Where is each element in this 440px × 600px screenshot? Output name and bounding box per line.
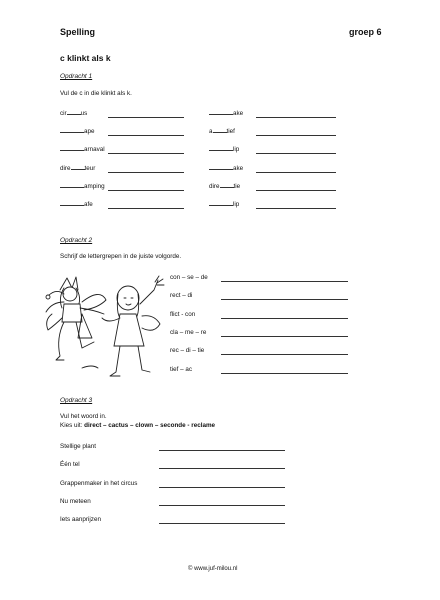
syllable-item: con – se – de bbox=[170, 274, 208, 281]
answer-line[interactable] bbox=[221, 354, 348, 355]
clue-item: Nu meteen bbox=[60, 497, 91, 505]
fill-in-word bbox=[60, 165, 95, 175]
fill-in-word bbox=[60, 110, 87, 120]
answer-line[interactable] bbox=[256, 208, 336, 209]
answer-line[interactable] bbox=[256, 172, 336, 173]
word-prefix: a bbox=[209, 128, 213, 136]
grade-label: groep 6 bbox=[349, 27, 382, 37]
answer-line[interactable] bbox=[256, 117, 336, 118]
worksheet-subtitle: c klinkt als k bbox=[60, 53, 111, 63]
answer-line[interactable] bbox=[256, 135, 336, 136]
missing-letter-blank[interactable] bbox=[209, 205, 233, 206]
two-girls-dancing-drawing bbox=[42, 268, 168, 388]
syllable-item: tief – ac bbox=[170, 365, 193, 373]
missing-letter-blank[interactable] bbox=[209, 169, 233, 170]
answer-line[interactable] bbox=[108, 190, 184, 191]
choices-label: Kies uit: bbox=[60, 422, 85, 429]
clue-item: Grappenmaker in het circus bbox=[60, 479, 138, 487]
word-suffix: lip bbox=[233, 146, 240, 154]
word-suffix: tie bbox=[233, 182, 241, 190]
exercise-3-title: Opdracht 3 bbox=[60, 397, 93, 404]
choices-list: direct – cactus – clown – seconde - reclame bbox=[84, 422, 216, 429]
word-prefix: dire bbox=[60, 164, 71, 172]
missing-letter-blank[interactable] bbox=[60, 150, 84, 151]
fill-in-word bbox=[60, 183, 105, 193]
fill-in-word bbox=[209, 165, 243, 175]
answer-line[interactable] bbox=[159, 468, 285, 469]
fill-in-word bbox=[209, 183, 240, 193]
word-suffix: arnaval bbox=[84, 146, 105, 154]
answer-line[interactable] bbox=[108, 153, 184, 154]
answer-line[interactable] bbox=[108, 208, 184, 209]
fill-in-word bbox=[60, 128, 95, 138]
word-suffix: lip bbox=[233, 201, 240, 208]
answer-line[interactable] bbox=[159, 523, 285, 524]
word-suffix: ake bbox=[233, 164, 244, 172]
missing-letter-blank[interactable] bbox=[213, 132, 227, 133]
word-suffix: teur bbox=[84, 164, 96, 172]
clue-item: Stellige plant bbox=[60, 443, 97, 450]
answer-line[interactable] bbox=[108, 135, 184, 136]
syllable-item: rec – di – tie bbox=[170, 347, 205, 355]
answer-line[interactable] bbox=[256, 190, 336, 191]
answer-line[interactable] bbox=[221, 299, 348, 300]
fill-in-word bbox=[209, 201, 239, 211]
copyright-footer: © www.juf-milou.nl bbox=[188, 566, 238, 572]
missing-letter-blank[interactable] bbox=[209, 150, 233, 151]
missing-letter-blank[interactable] bbox=[209, 114, 233, 115]
word-suffix: tief bbox=[226, 128, 235, 136]
word-suffix: afe bbox=[84, 201, 93, 208]
syllable-item: cla – me – re bbox=[170, 328, 207, 336]
word-suffix: ake bbox=[233, 110, 244, 117]
answer-line[interactable] bbox=[159, 505, 285, 506]
fill-in-word bbox=[209, 110, 243, 120]
missing-letter-blank[interactable] bbox=[60, 132, 84, 133]
answer-line[interactable] bbox=[159, 450, 285, 451]
clue-item: Iets aanprijzen bbox=[60, 516, 101, 524]
missing-letter-blank[interactable] bbox=[60, 205, 84, 206]
fill-in-word bbox=[60, 146, 105, 156]
answer-line[interactable] bbox=[108, 117, 184, 118]
missing-letter-blank[interactable] bbox=[71, 169, 85, 170]
exercise-2-title: Opdracht 2 bbox=[60, 237, 93, 244]
syllable-item: rect – di bbox=[170, 292, 193, 300]
answer-line[interactable] bbox=[221, 336, 348, 337]
missing-letter-blank[interactable] bbox=[67, 114, 81, 115]
exercise-1-title: Opdracht 1 bbox=[60, 73, 93, 80]
exercise-2-instruction: Schrijf de lettergrepen in de juiste volgorde. bbox=[60, 253, 182, 260]
answer-line[interactable] bbox=[221, 373, 348, 374]
fill-in-word bbox=[60, 201, 93, 211]
answer-line[interactable] bbox=[221, 281, 348, 282]
word-prefix: dire bbox=[209, 182, 220, 190]
syllable-item: flict - con bbox=[170, 310, 196, 318]
answer-line[interactable] bbox=[256, 153, 336, 154]
missing-letter-blank[interactable] bbox=[60, 187, 84, 188]
word-suffix: amping bbox=[84, 182, 105, 190]
word-suffix: us bbox=[80, 110, 88, 117]
fill-in-word bbox=[209, 128, 235, 138]
exercise-3-instruction: Vul het woord in. bbox=[60, 413, 107, 420]
answer-line[interactable] bbox=[159, 487, 285, 488]
answer-line[interactable] bbox=[221, 318, 348, 319]
worksheet-title: Spelling bbox=[60, 27, 96, 37]
answer-line[interactable] bbox=[108, 172, 184, 173]
exercise-3-word-choices bbox=[60, 422, 215, 429]
clue-item: Één tel bbox=[60, 461, 80, 469]
word-suffix: ape bbox=[84, 128, 95, 136]
exercise-1-instruction: Vul de c in die klinkt als k. bbox=[60, 90, 132, 97]
missing-letter-blank[interactable] bbox=[220, 187, 234, 188]
fill-in-word bbox=[209, 146, 239, 156]
word-prefix: cir bbox=[60, 110, 67, 117]
